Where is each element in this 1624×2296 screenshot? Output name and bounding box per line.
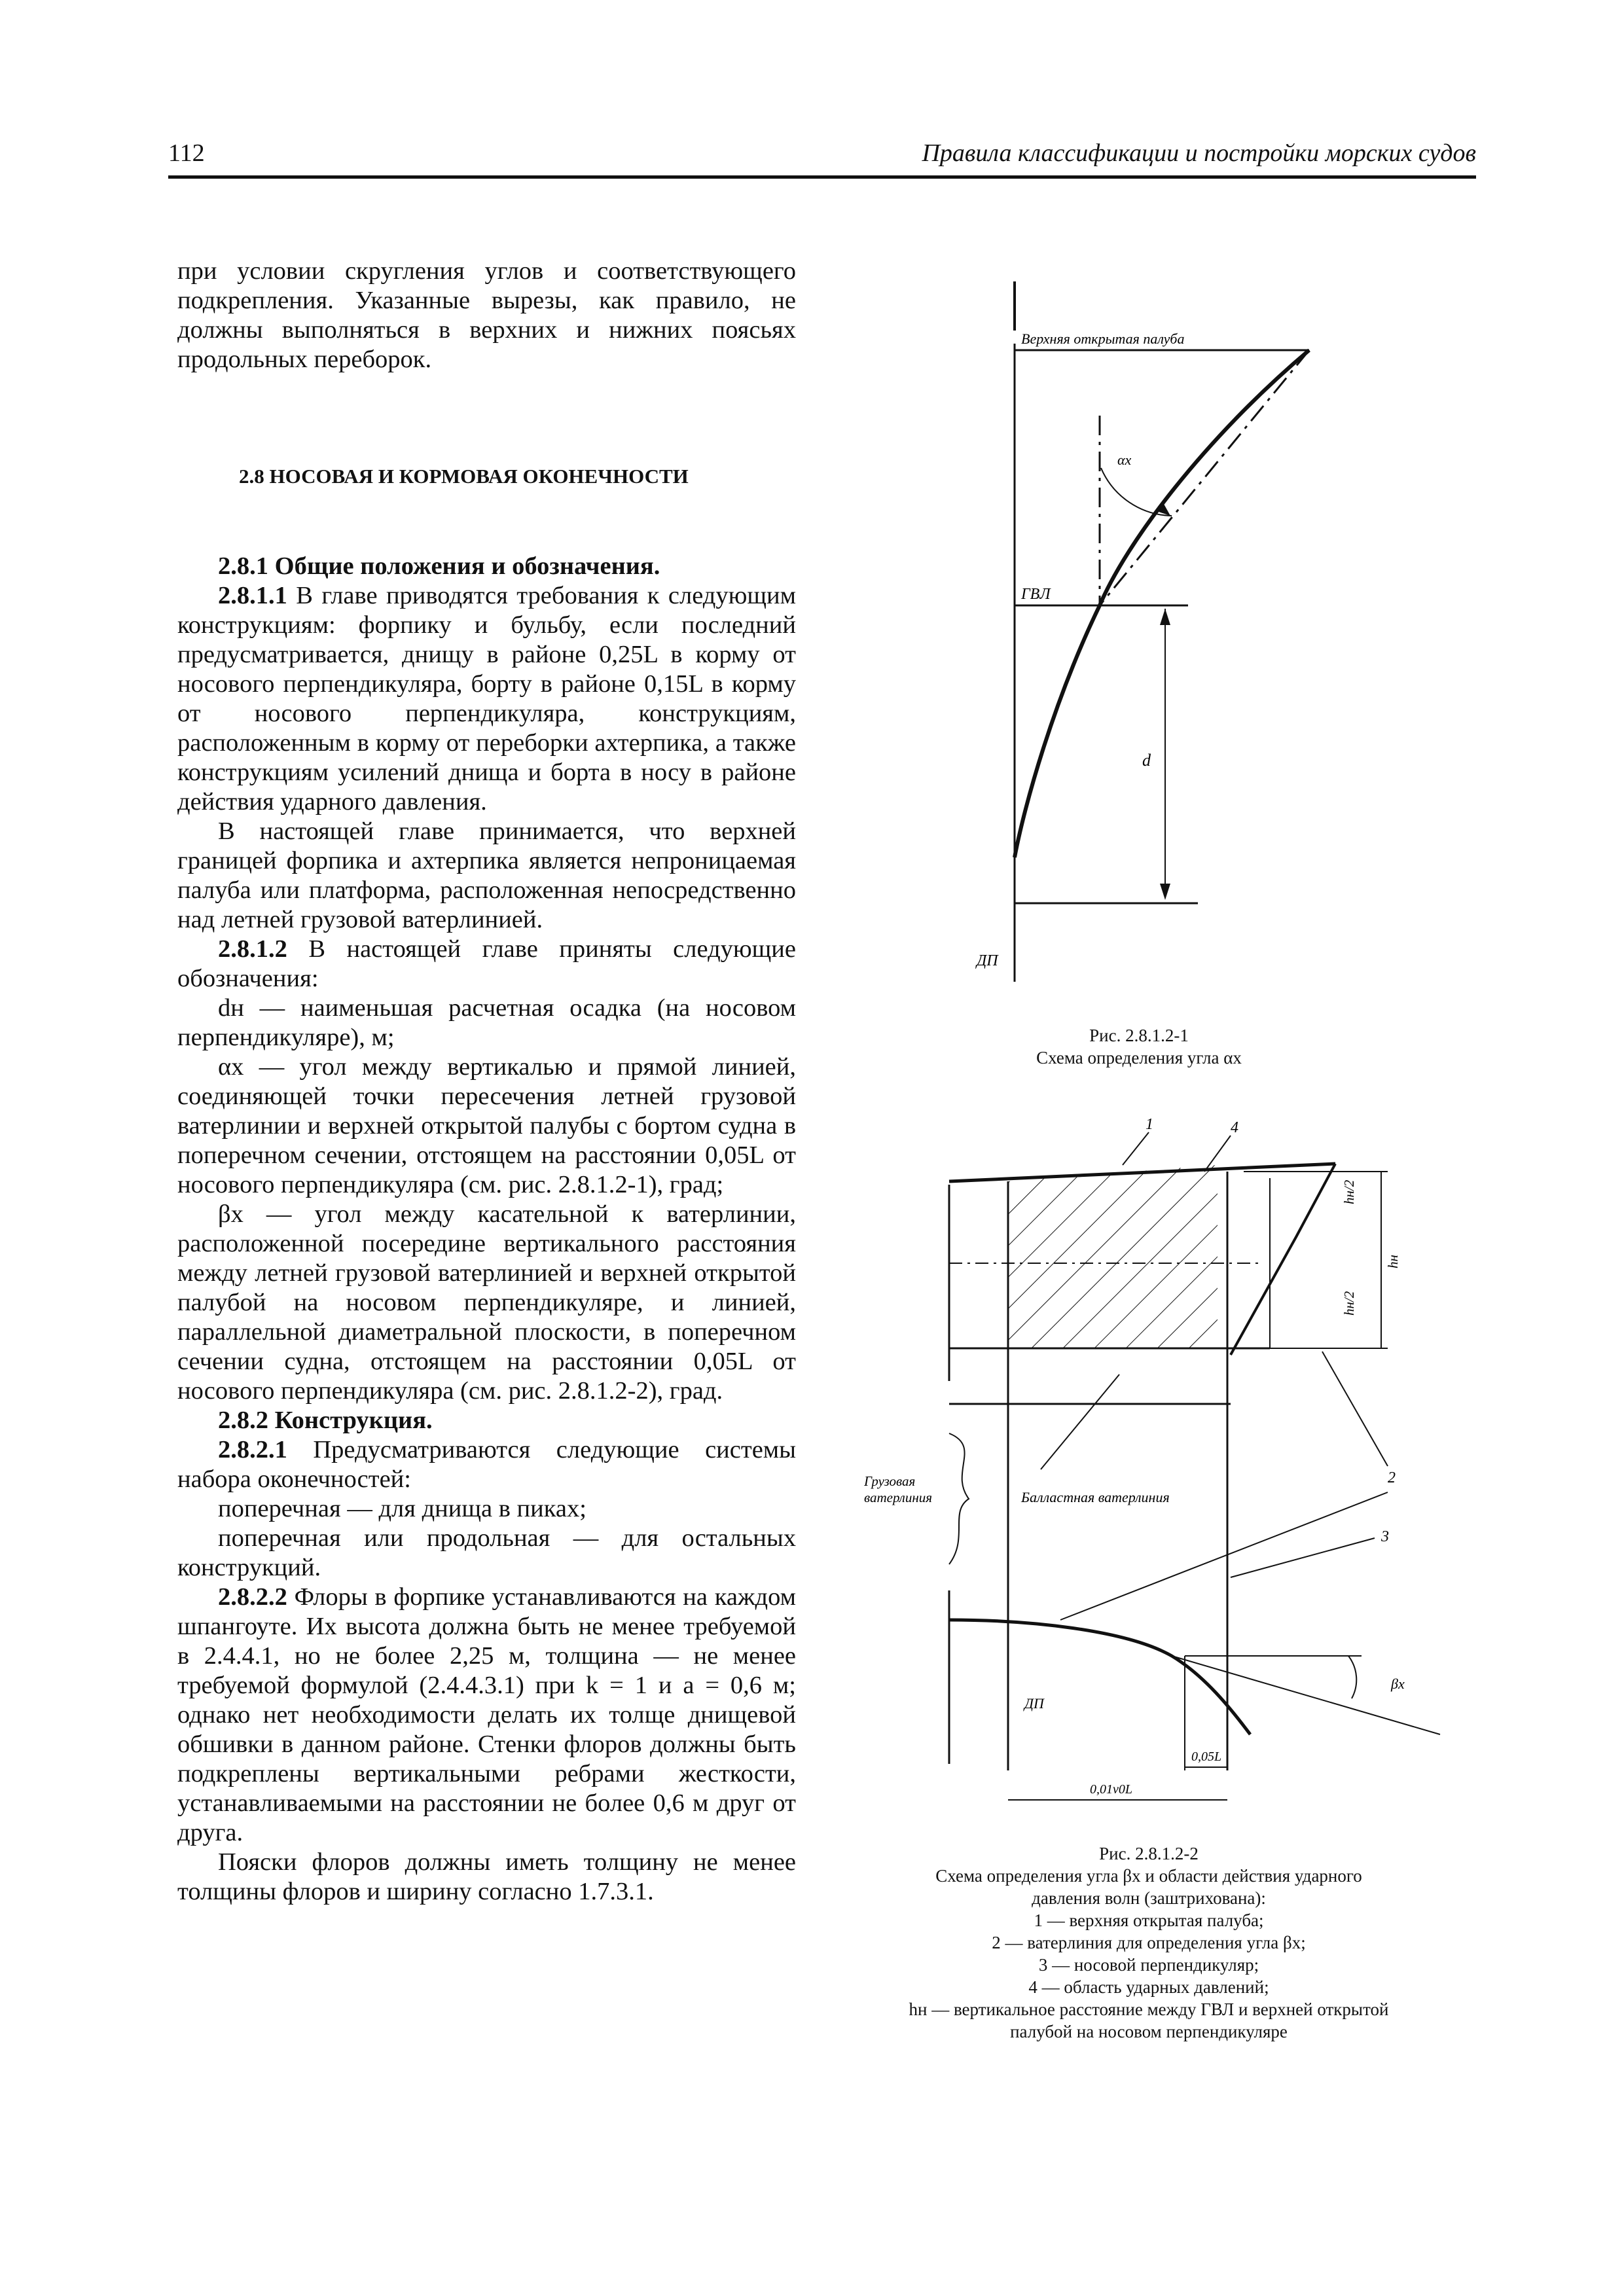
label-cargo-wl-2: ватерлиния bbox=[864, 1490, 932, 1505]
definition-dn: dн — наименьшая расчетная осадка (на носовом перпендикуляре), м; bbox=[177, 994, 796, 1051]
paragraph-last: Пояски флоров должны иметь толщину не менее толщины флоров и ширину согласно 1.7.3.1. bbox=[177, 1848, 796, 1905]
figure-2-caption-line: 1 — верхняя открытая палуба; bbox=[1034, 1910, 1264, 1930]
hull-profile bbox=[1015, 350, 1309, 857]
clause-number: 2.8.1.2 bbox=[218, 935, 287, 963]
stem-line bbox=[1231, 1164, 1335, 1355]
paragraph-2-8-1-1b: В настоящей главе принимается, что верхней границей форпика и ахтерпика является непроницаемая палуба или платформа, расположенная непосредственно над летней грузовой ватерлинией. bbox=[177, 817, 796, 933]
label-hn2-bot: hн/2 bbox=[1341, 1291, 1357, 1316]
label-ballast-wl: Балластная ватерлиния bbox=[1021, 1489, 1170, 1505]
label-deck: Верхняя открытая палуба bbox=[1021, 331, 1185, 347]
arrow-down bbox=[1160, 884, 1170, 900]
definition-alpha: αx — угол между вертикалью и прямой линией, соединяющей точки пересечения летней грузовой ватерлинии и верхней открытой палубы с бортом судна в поперечном сечении, отстоящем на расстоянии 0,05L от носового перпендикуляра (см. рис. 2.8.1.2-1), град; bbox=[177, 1053, 796, 1198]
leader-cargo bbox=[949, 1433, 969, 1564]
label-cargo-wl-1: Грузовая bbox=[864, 1473, 916, 1489]
figure-2-caption-line: Схема определения угла βx и области действия ударного bbox=[935, 1866, 1362, 1886]
label-1: 1 bbox=[1146, 1116, 1153, 1133]
label-4: 4 bbox=[1231, 1119, 1238, 1136]
list-item-2: поперечная или продольная — для остальных конструкций. bbox=[177, 1524, 796, 1581]
page-number: 112 bbox=[168, 139, 205, 167]
leader-1 bbox=[1123, 1132, 1149, 1165]
clause-text: В настоящей главе приняты следующие обозначения: bbox=[177, 935, 797, 992]
running-title: Правила классификации и постройки морских судов bbox=[922, 139, 1476, 167]
figure-1-title: Схема определения угла αx bbox=[1036, 1048, 1242, 1067]
heading-2-8-2: 2.8.2 Конструкция. bbox=[218, 1407, 433, 1434]
leader-2 bbox=[1322, 1352, 1388, 1466]
paragraph-2-8-1-2 bbox=[177, 935, 796, 994]
text-block-main bbox=[177, 552, 796, 1907]
dashdot-line bbox=[1100, 350, 1309, 605]
section-title: 2.8 НОСОВАЯ И КОРМОВАЯ ОКОНЕЧНОСТИ bbox=[239, 465, 689, 488]
label-hn2-top: hн/2 bbox=[1341, 1179, 1357, 1204]
figure-2-caption-line: 2 — ватерлиния для определения угла βx; bbox=[992, 1933, 1306, 1952]
text-block-intro bbox=[177, 257, 796, 374]
label-beta: βx bbox=[1391, 1676, 1405, 1692]
impact-area bbox=[1008, 1158, 1231, 1355]
clause-number: 2.8.2.2 bbox=[218, 1583, 287, 1611]
figure-2-caption-line: hн — вертикальное расстояние между ГВЛ и верхней открытой bbox=[909, 2000, 1389, 2019]
label-hn: hн bbox=[1385, 1255, 1401, 1268]
label-3: 3 bbox=[1381, 1528, 1389, 1545]
leader-3 bbox=[1231, 1538, 1375, 1577]
clause-number: 2.8.2.1 bbox=[218, 1436, 287, 1463]
figure-1-diagram bbox=[929, 268, 1355, 995]
label-001v: 0,01v0L bbox=[1090, 1782, 1132, 1797]
figure-2-diagram bbox=[864, 1106, 1453, 1820]
definition-beta: βx — угол между касательной к ватерлинии, расположенной посередине вертикального расстояния между летней грузовой ватерлинией и верхней открытой палубой на носовом перпендикуляре, и линией, параллельной диаметральной плоскости, в поперечном сечении судна, отстоящем на расстоянии 0,05L от носового перпендикуляра (см. рис. 2.8.1.2-2), град. bbox=[177, 1200, 796, 1405]
label-d: d bbox=[1142, 751, 1151, 770]
clause-text: В главе приводятся требования к следующим конструкциям: форпику и бульбу, если последний предусматривается, днищу в районе 0,25L в корму от носового перпендикуляра, борту в районе 0,15L в корму от носового перпендикуляра, конструкциям, расположенным в корму от переборки ахтерпика, а также конструкциям усилений днища и борта в носу в районе действия ударного давления. bbox=[177, 582, 796, 816]
label-alpha: αx bbox=[1117, 452, 1132, 468]
leader-ballast bbox=[1041, 1374, 1119, 1469]
label-005l: 0,05L bbox=[1191, 1749, 1222, 1764]
label-dp: ДП bbox=[1024, 1695, 1044, 1712]
paragraph-intro: при условии скругления углов и соответствующего подкрепления. Указанные вырезы, как правило, не должны выполняться в верхних и нижних поясьях продольных переборок. bbox=[177, 257, 796, 373]
header-rule bbox=[168, 175, 1476, 179]
clause-text: Предусматриваются следующие системы набора оконечностей: bbox=[177, 1436, 797, 1493]
beta-line bbox=[1172, 1656, 1440, 1734]
beta-arc bbox=[1348, 1656, 1356, 1698]
list-item-1: поперечная — для днища в пиках; bbox=[218, 1495, 586, 1522]
figure-2-caption-line: 4 — область ударных давлений; bbox=[1028, 1977, 1269, 1997]
label-2: 2 bbox=[1388, 1469, 1396, 1486]
figure-1-caption bbox=[962, 1024, 1316, 1069]
arrow-up bbox=[1160, 609, 1170, 625]
paragraph-2-8-2-1 bbox=[177, 1435, 796, 1494]
heading-2-8-1: 2.8.1 Общие положения и обозначения. bbox=[218, 552, 660, 580]
figure-2-number: Рис. 2.8.1.2-2 bbox=[1099, 1844, 1199, 1863]
figure-1-number: Рис. 2.8.1.2-1 bbox=[1089, 1026, 1189, 1045]
figure-2-caption-line: палубой на носовом перпендикуляре bbox=[1010, 2022, 1288, 2041]
paragraph-2-8-1-1 bbox=[177, 581, 796, 817]
figure-2-caption bbox=[844, 1842, 1453, 2043]
figure-2-caption-line: давления волн (заштрихована): bbox=[1032, 1888, 1266, 1908]
clause-number: 2.8.1.1 bbox=[218, 582, 287, 609]
figure-2-caption-line: 3 — носовой перпендикуляр; bbox=[1038, 1955, 1259, 1975]
clause-text: Флоры в форпике устанавливаются на каждом шпангоуте. Их высота должна быть не менее требуемой в 2.4.4.1, но не более 2,25 м, толщина — не менее требуемой формулой (2.4.4.3.1) при k = 1 и a = 0,6 м; однако нет необходимости делать их толще днищевой обшивки в данном районе. Стенки флоров должны быть подкреплены вертикальными ребрами жесткости, устанавливаемыми на расстоянии не более 0,6 м друг от друга. bbox=[177, 1583, 796, 1846]
waterline-curve bbox=[949, 1620, 1250, 1734]
label-gvl: ГВЛ bbox=[1021, 586, 1051, 603]
paragraph-2-8-2-2 bbox=[177, 1583, 796, 1848]
label-dp: ДП bbox=[977, 952, 998, 969]
tangent-line bbox=[1060, 1492, 1388, 1620]
